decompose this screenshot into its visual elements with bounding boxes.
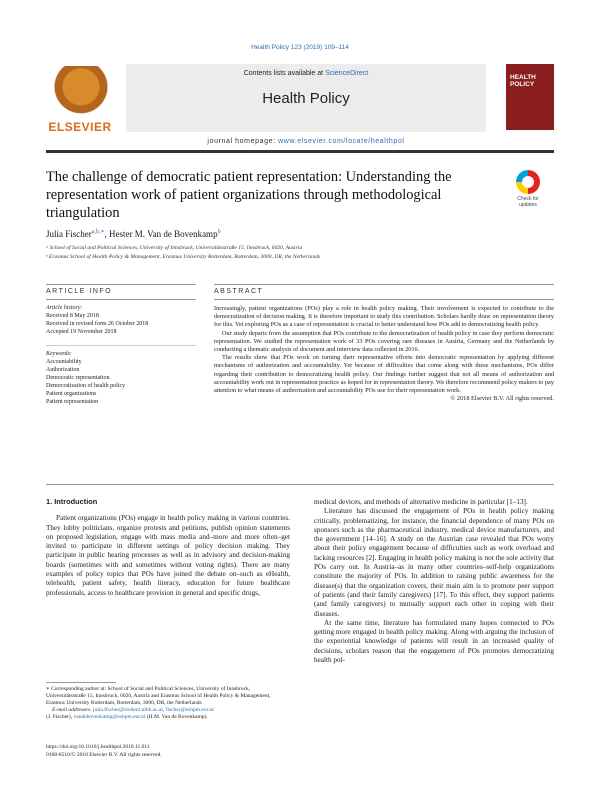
footnote-rule (46, 682, 116, 683)
history-accepted: Accepted 19 November 2018 (46, 329, 117, 335)
email-label: E-mail addresses: (52, 707, 94, 713)
right-column (314, 498, 554, 665)
journal-citation[interactable]: Health Policy 123 (2019) 109–114 (251, 44, 349, 51)
abstract-text (214, 305, 554, 403)
keyword: Democratic representation (46, 375, 110, 381)
article-title: The challenge of democratic patient representation: Understanding the representation work of patient organizations through methodological triangulation (46, 169, 452, 221)
header-rule (46, 150, 554, 153)
journal-name: Health Policy (262, 90, 350, 107)
article-history (46, 304, 196, 336)
contents-prefix: Contents lists available at (243, 70, 326, 77)
article-info-heading: ARTICLE INFO (46, 288, 113, 295)
masthead-banner (126, 64, 486, 132)
issn-line: 0168-8510/© 2018 Elsevier B.V. All rights reserved. (46, 752, 162, 758)
corresponding-author-note: ∗ Corresponding author at: School of Social and Political Sciences, University of Innsbruck, Universitätsstraße 15, Innsbruck, 6020, Austria and Erasmus School of Health Policy & Management, Erasmus University Rotterdam, Rotterdam, 3000, DR, the Netherlands (46, 686, 271, 706)
history-revised: Received in revised form 26 October 2018 (46, 321, 149, 327)
crossmark-badge[interactable] (508, 170, 548, 216)
author-list (46, 228, 221, 239)
keywords-label: Keywords: (46, 351, 72, 357)
author-name[interactable]: Julia Fischer (46, 229, 92, 239)
sciencedirect-link[interactable]: ScienceDirect (325, 70, 369, 77)
affiliation-a: ᵃ School of Social and Political Sciences, University of Innsbruck, Universitätsstraße 15, Innsbruck, 6020, Austria (46, 245, 303, 251)
email-owner-2: (H.M. Van de Bovenkamp). (145, 714, 208, 720)
elsevier-logo[interactable] (46, 64, 114, 134)
affiliation-b: ᵇ Erasmus School of Health Policy & Management, Erasmus University Rotterdam, Rotterdam, 3000, DR, the Netherlands (46, 254, 321, 260)
author-marks[interactable]: a,b,∗ (91, 229, 105, 235)
crossmark-icon-center (522, 176, 534, 188)
body-paragraph: Literature has discussed the engagement of POs in health policy making critically, problematizing, for instance, the financial dependence of many POs on sponsors such as the pharmaceutical industry, medical device manufacturers, and the government [14–16]. A study on the Austrian case revealed that POs worry about their policy engagement because of difficulties such as work overload and lacking resources [2]. Engaging in health policy making is not the sole activity that POs carry out. In Austria–as in many other countries–self-help organizations constitute the majority of POs. In addition to raising public awareness for the disease(s) that the organization covers, their main aim is to promote peer support of patients (and their family caregivers) [17]. To this effect, they support patients (and family caregivers) to mutually support each other in coping with their diseases. (314, 507, 554, 618)
body-paragraph: medical devices, and methods of alternative medicine in particular [1–13]. (314, 498, 528, 506)
abstract-paragraph: The results show that POs work on turning their representative efforts into democratic representation by applying different mechanisms of authorization and accountability. Yet because of difficulties that come along with these mechanisms, POs differ regarding their contribution to democratizing health policy. Our findings further suggest that not all means of authorization and accountability work out in representation practice as hoped for in representation theory. We therefore recommend policy makers to pay attention to what means of authorization and accountability POs use for their representation work. (214, 354, 554, 395)
contents-line (126, 70, 486, 77)
info-divider (46, 345, 196, 346)
introduction-heading: 1. Introduction (46, 497, 98, 506)
homepage-link[interactable]: www.elsevier.com/locate/healthpol (278, 138, 405, 145)
keyword: Authorization (46, 367, 80, 373)
author-name[interactable]: Hester M. Van de Bovenkamp (109, 229, 218, 239)
publisher-name: ELSEVIER (48, 120, 112, 134)
email-owner: (J. Fischer), (46, 714, 74, 720)
keywords (46, 350, 196, 406)
abstract-copyright: © 2018 Elsevier B.V. All rights reserved. (450, 395, 554, 403)
elsevier-tree-icon (54, 66, 108, 118)
history-label: Article history: (46, 305, 83, 311)
doi-link[interactable]: https://doi.org/10.1016/j.healthpol.2018.11.011 (46, 744, 150, 750)
keyword: Democratization of health policy (46, 383, 126, 389)
keyword: Patient organizations (46, 391, 97, 397)
abstract-rule-2 (214, 299, 554, 300)
body-paragraph: At the same time, literature has formulated many hopes connected to POs getting more engaged in health policy making. Along with arguing the inclusion of the experiential knowledge of patients will result in an increased quality of decisions, scholars reason that the engagement of POs promotes democratizing health pol- (314, 618, 554, 665)
info-rule (46, 284, 196, 285)
abstract-rule (214, 284, 554, 285)
email-owner-line (46, 714, 290, 721)
history-received: Received 8 May 2018 (46, 313, 99, 319)
author-separator: , (104, 229, 109, 239)
keyword: Patient representation (46, 399, 99, 405)
body-rule (46, 484, 554, 485)
abstract-paragraph: Our study departs from the assumption that POs contribute to the democratization of health policy in case they perform democratic representation. We studied the representation work of 33 POs covering rare diseases in Austria, Germany and the Netherlands by conducting a thematic analysis of document and interview data collected in 2016. (214, 329, 554, 354)
email-link[interactable]: julia.fischer@student.uibk.ac.at, fischer@eshpm.eur.nl (93, 707, 214, 713)
left-column (46, 497, 290, 598)
footnote (46, 686, 290, 721)
cover-title: HEALTH POLICY (510, 74, 536, 88)
journal-cover[interactable] (506, 64, 554, 130)
abstract-paragraph: Increasingly, patient organizations (POs) play a role in health policy making. Their involvement is expected to contribute to the democratization of decision making. It is therefore important to study this contribution. Scholars hardly draw on representation theory for this. Yet exploring POs as a case of representation is crucial to better understand how POs add to democratizing health policy. (214, 305, 554, 329)
crossmark-label: Check for updates (517, 196, 539, 208)
journal-masthead (46, 64, 554, 142)
email-link-2[interactable]: vandebovenkamp@eshpm.eur.nl (73, 714, 146, 720)
journal-homepage (126, 138, 486, 145)
author-marks[interactable]: b (217, 229, 221, 235)
body-paragraph: Patient organizations (POs) engage in health policy making in various countries. They lobby politicians, organize protests and petitions, publish opinion statements on proposed legislation, engage with mass media and–more and more often–get invited to participate in different settings of policy decision making. They participate in public hearing processes as well as in advisory and decision-making boards (sometimes with and sometimes without voting rights). There are many examples of policy topics that POs have joined the debate on–such as eHealth, telehealth, patient safety, health literacy, education for future healthcare professionals, access to healthcare provision in general and specific drugs, (46, 514, 290, 597)
info-rule-2 (46, 299, 196, 300)
keyword: Accountability (46, 359, 82, 365)
email-line (46, 707, 290, 714)
homepage-prefix: journal homepage: (207, 138, 279, 145)
abstract-heading: ABSTRACT (214, 288, 264, 295)
